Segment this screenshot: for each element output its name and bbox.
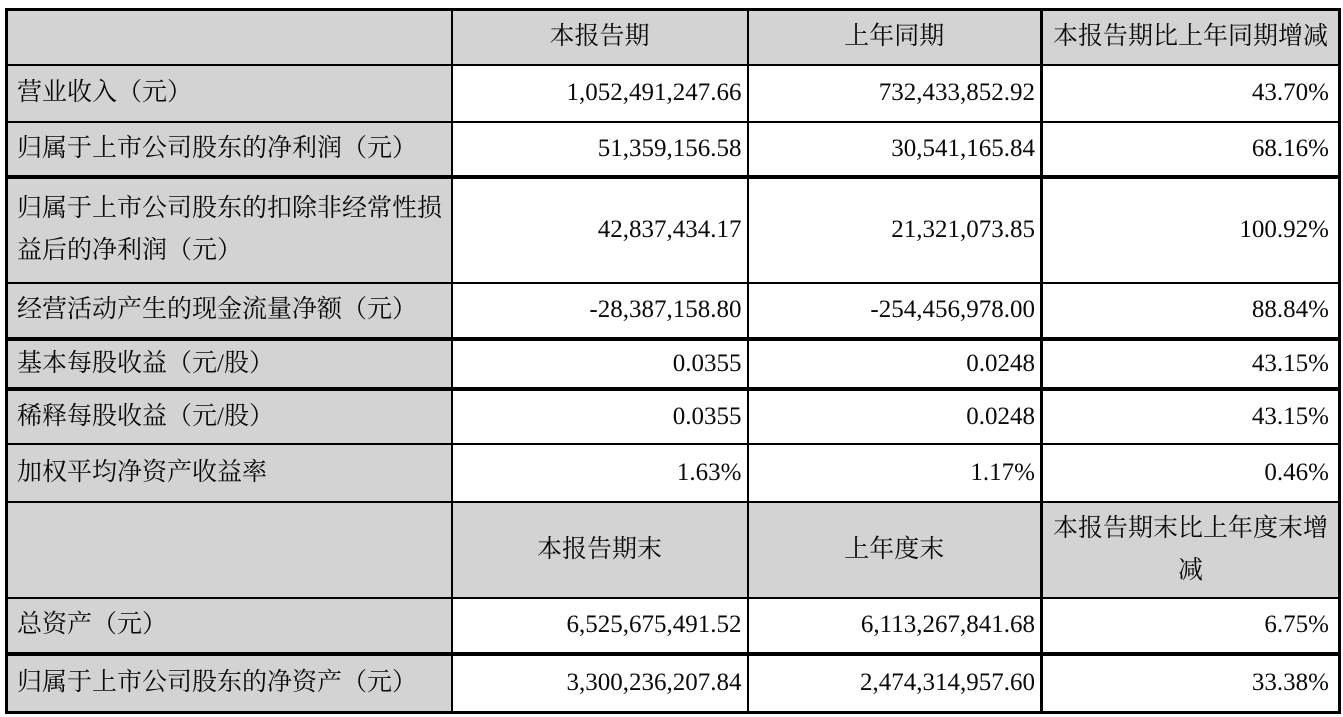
column-header-prior-year-end: 上年度末 (748, 502, 1042, 598)
value-current: 1,052,491,247.66 (452, 65, 748, 122)
table-row-total-assets (7, 598, 1340, 654)
value-current: 1.63% (452, 444, 748, 502)
value-change: 43.15% (1042, 339, 1340, 389)
table-row-basic-eps (7, 339, 1340, 389)
row-label: 归属于上市公司股东的扣除非经常性损益后的净利润（元） (7, 177, 452, 283)
value-change: 6.75% (1042, 598, 1340, 654)
value-change: 0.46% (1042, 444, 1340, 502)
value-change: 43.15% (1042, 389, 1340, 444)
column-header-current-period: 本报告期 (452, 10, 748, 65)
value-change: 43.70% (1042, 65, 1340, 122)
value-current: -28,387,158.80 (452, 283, 748, 339)
row-label: 归属于上市公司股东的净资产（元） (7, 654, 452, 713)
column-header-prior-period: 上年同期 (748, 10, 1042, 65)
row-label: 基本每股收益（元/股） (7, 339, 452, 389)
table-row-operating-cash-flow (7, 283, 1340, 339)
value-current: 0.0355 (452, 389, 748, 444)
value-change: 88.84% (1042, 283, 1340, 339)
row-label: 稀释每股收益（元/股） (7, 389, 452, 444)
corner-cell (7, 502, 452, 598)
value-prior: -254,456,978.00 (748, 283, 1042, 339)
value-change: 33.38% (1042, 654, 1340, 713)
value-prior: 0.0248 (748, 389, 1042, 444)
table-row-net-profit (7, 122, 1340, 177)
value-current: 51,359,156.58 (452, 122, 748, 177)
value-current: 42,837,434.17 (452, 177, 748, 283)
value-prior: 1.17% (748, 444, 1042, 502)
value-prior: 30,541,165.84 (748, 122, 1042, 177)
corner-cell (7, 10, 452, 65)
table-row-revenue (7, 65, 1340, 122)
value-change: 68.16% (1042, 122, 1340, 177)
table-row-net-profit-excl-nonrecurring (7, 177, 1340, 283)
row-label: 营业收入（元） (7, 65, 452, 122)
value-current: 3,300,236,207.84 (452, 654, 748, 713)
column-header-period-end: 本报告期末 (452, 502, 748, 598)
column-header-period-change: 本报告期比上年同期增减 (1042, 10, 1340, 65)
table-row-weighted-avg-roe (7, 444, 1340, 502)
row-label: 归属于上市公司股东的净利润（元） (7, 122, 452, 177)
value-prior: 2,474,314,957.60 (748, 654, 1042, 713)
value-current: 6,525,675,491.52 (452, 598, 748, 654)
value-current: 0.0355 (452, 339, 748, 389)
period-end-header-row (7, 502, 1340, 598)
row-label: 经营活动产生的现金流量净额（元） (7, 283, 452, 339)
column-header-period-end-change: 本报告期末比上年度末增减 (1042, 502, 1340, 598)
value-prior: 732,433,852.92 (748, 65, 1042, 122)
value-prior: 6,113,267,841.68 (748, 598, 1042, 654)
value-prior: 21,321,073.85 (748, 177, 1042, 283)
financial-summary-table (5, 8, 1341, 714)
value-change: 100.92% (1042, 177, 1340, 283)
period-header-row (7, 10, 1340, 65)
row-label: 加权平均净资产收益率 (7, 444, 452, 502)
row-label: 总资产（元） (7, 598, 452, 654)
table-row-diluted-eps (7, 389, 1340, 444)
table-row-net-assets (7, 654, 1340, 713)
value-prior: 0.0248 (748, 339, 1042, 389)
